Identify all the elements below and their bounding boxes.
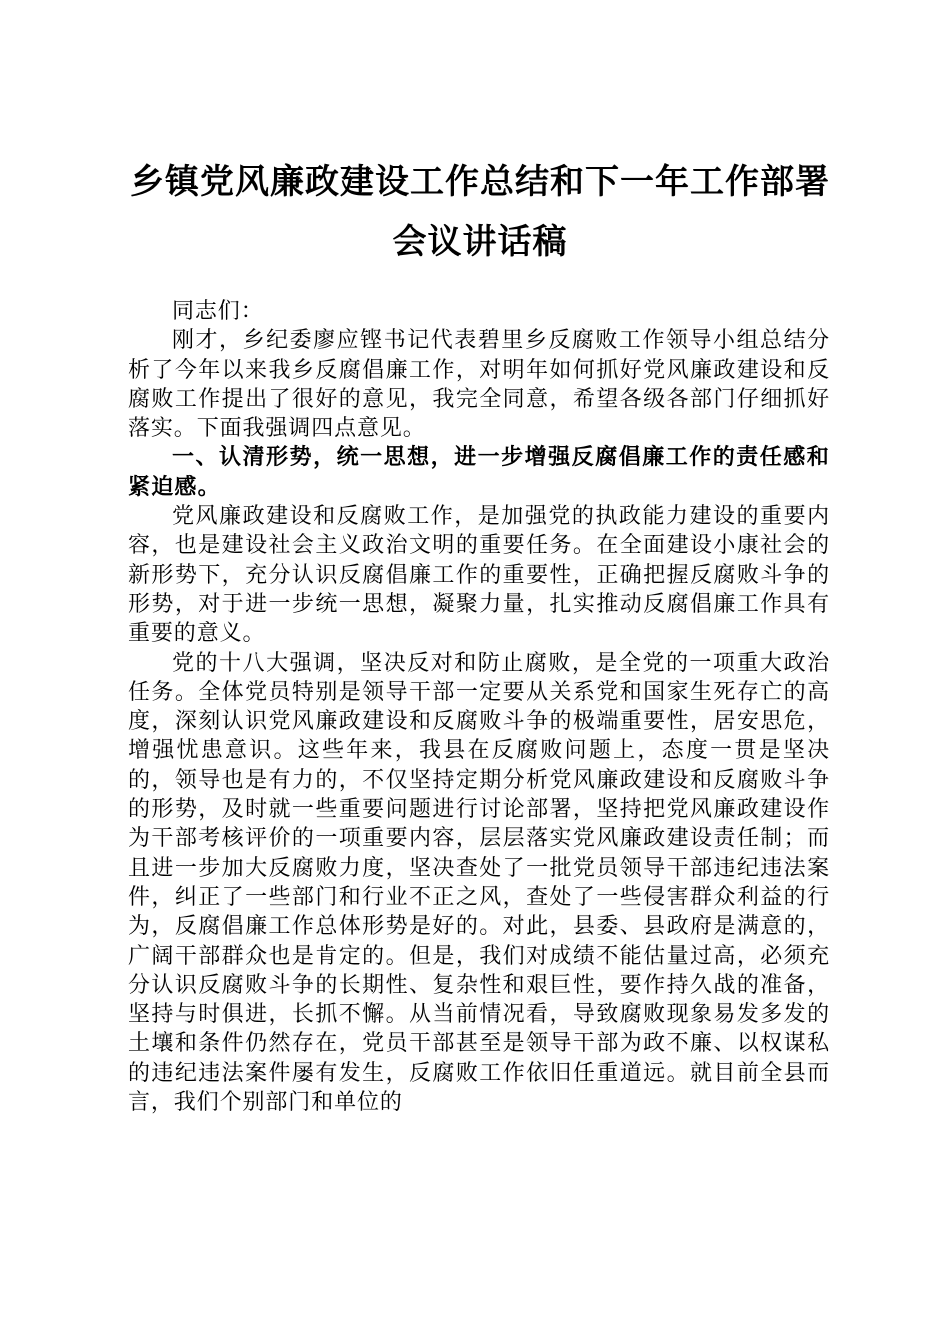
document-body — [128, 297, 830, 1117]
paragraph-body: 党的十八大强调，坚决反对和防止腐败，是全党的一项重大政治任务。全体党员特别是领导干部一定要从关系党和国家生死存亡的高度，深刻认识党风廉政建设和反腐败斗争的极端重要性，居安思危，增强忧患意识。这些年来，我县在反腐败问题上，态度一贯是坚决的，领导也是有力的，不仅坚持定期分析党风廉政建设和反腐败斗争的形势，及时就一些重要问题进行讨论部署，坚持把党风廉政建设作为干部考核评价的一项重要内容，层层落实党风廉政建设责任制；而且进一步加大反腐败力度，坚决查处了一批党员领导干部违纪违法案件，纠正了一些部门和行业不正之风，查处了一些侵害群众利益的行为，反腐倡廉工作总体形势是好的。对此，县委、县政府是满意的，广阔干部群众也是肯定的。但是，我们对成绩不能估量过高，必须充分认识反腐败斗争的长期性、复杂性和艰巨性，要作持久战的准备，坚持与时俱进，长抓不懈。从当前情况看，导致腐败现象易发多发的土壤和条件仍然存在，党员干部甚至是领导干部为政不廉、以权谋私的违纪违法案件屡有发生，反腐败工作依旧任重道远。就目前全县而言，我们个别部门和单位的 — [128, 650, 830, 1116]
document-title-line-1: 乡镇党风廉政建设工作总结和下一年工作部署 — [130, 162, 830, 202]
document-title-line-2: 会议讲话稿 — [392, 222, 568, 262]
section-heading-1: 一、认清形势，统一思想，进一步增强反腐倡廉工作的责任感和紧迫感。 — [128, 445, 830, 500]
paragraph-intro: 刚才，乡纪委廖应铿书记代表碧里乡反腐败工作领导小组总结分析了今年以来我乡反腐倡廉工作，对明年如何抓好党风廉政建设和反腐败工作提出了很好的意见，我完全同意，希望各级各部门仔细抓好落实。下面我强调四点意见。 — [128, 328, 830, 442]
salutation: 同志们： — [172, 299, 264, 324]
paragraph-body: 党风廉政建设和反腐败工作，是加强党的执政能力建设的重要内容，也是建设社会主义政治文明的重要任务。在全面建设小康社会的新形势下，充分认识反腐倡廉工作的重要性，正确把握反腐败斗争的形势，对于进一步统一思想，凝聚力量，扎实推动反腐倡廉工作具有重要的意义。 — [128, 504, 830, 647]
